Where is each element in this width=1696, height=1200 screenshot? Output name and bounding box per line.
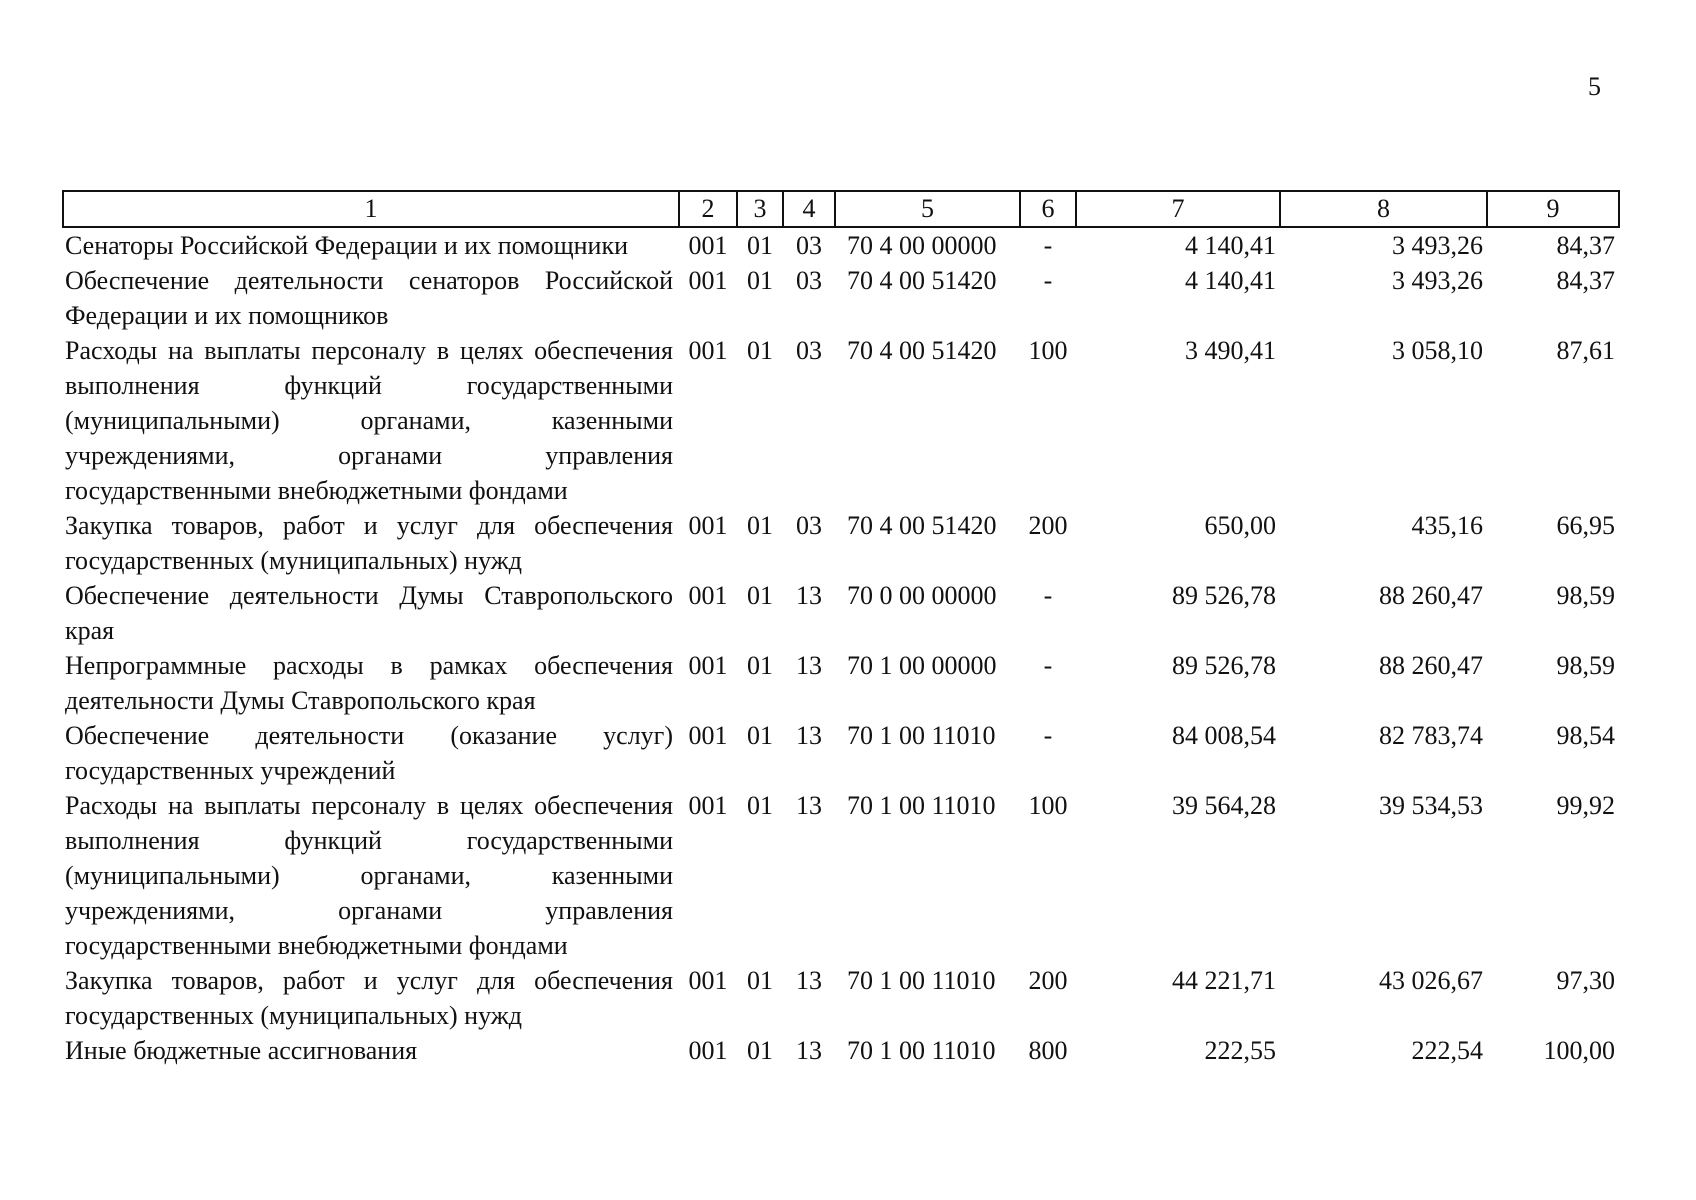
execution-percent-cell: 98,59 [1556,581,1615,610]
expense-type-cell: - [1043,581,1053,610]
row-name-cell: Обеспечение деятельности (оказание услуг) государственных учреждений [65,721,673,785]
actual-amount-cell: 3 058,10 [1392,336,1483,365]
subsection-code-cell: 13 [796,721,822,750]
section-code-cell: 01 [747,231,773,260]
actual-amount-cell: 435,16 [1411,511,1483,540]
section-code-cell: 01 [747,336,773,365]
execution-percent-cell: 84,37 [1556,266,1615,295]
actual-amount-cell: 39 534,53 [1379,791,1483,820]
planned-amount-cell: 84 008,54 [1172,721,1276,750]
header-cell: 8 [1280,191,1487,227]
table-row [63,578,1619,648]
execution-percent-cell: 99,92 [1556,791,1615,820]
header-cell: 7 [1076,191,1280,227]
table-row [63,1033,1619,1068]
table-row [63,648,1619,718]
actual-amount-cell: 222,54 [1411,1036,1483,1065]
subsection-code-cell: 03 [796,266,822,295]
planned-amount-cell: 4 140,41 [1185,266,1276,295]
expense-type-cell: 200 [1028,966,1068,995]
actual-amount-cell: 82 783,74 [1379,721,1483,750]
table-row [63,227,1619,263]
header-cell: 6 [1020,191,1076,227]
subsection-code-cell: 13 [796,1036,822,1065]
row-name-cell: Иные бюджетные ассигнования [65,1036,418,1065]
planned-amount-cell: 3 490,41 [1185,336,1276,365]
section-code-cell: 01 [747,966,773,995]
target-article-cell: 70 1 00 11010 [847,721,996,750]
target-article-cell: 70 4 00 00000 [847,231,997,260]
admin-code-cell: 001 [688,1036,728,1065]
section-code-cell: 01 [747,791,773,820]
target-article-cell: 70 4 00 51420 [847,266,997,295]
table-body [63,227,1619,1068]
table-row [63,508,1619,578]
subsection-code-cell: 13 [796,791,822,820]
header-cell: 5 [835,191,1020,227]
budget-table [62,190,1620,1068]
admin-code-cell: 001 [688,231,728,260]
table-row [63,718,1619,788]
header-cell: 3 [737,191,783,227]
admin-code-cell: 001 [688,791,728,820]
admin-code-cell: 001 [688,336,728,365]
header-row [63,191,1619,227]
subsection-code-cell: 03 [796,511,822,540]
header-cell: 1 [63,191,679,227]
planned-amount-cell: 89 526,78 [1172,651,1276,680]
target-article-cell: 70 4 00 51420 [847,336,997,365]
actual-amount-cell: 3 493,26 [1392,231,1483,260]
execution-percent-cell: 66,95 [1556,511,1615,540]
admin-code-cell: 001 [688,266,728,295]
expense-type-cell: - [1043,231,1053,260]
row-name-cell: Непрограммные расходы в рамках обеспечения деятельности Думы Ставропольского края [65,651,673,715]
expense-type-cell: - [1043,651,1053,680]
page-number: 5 [1588,72,1601,101]
planned-amount-cell: 39 564,28 [1172,791,1276,820]
subsection-code-cell: 13 [796,581,822,610]
target-article-cell: 70 1 00 00000 [847,651,997,680]
target-article-cell: 70 1 00 11010 [847,966,996,995]
planned-amount-cell: 4 140,41 [1185,231,1276,260]
admin-code-cell: 001 [688,581,728,610]
header-cell: 9 [1487,191,1619,227]
planned-amount-cell: 89 526,78 [1172,581,1276,610]
table-row [63,333,1619,508]
execution-percent-cell: 84,37 [1556,231,1615,260]
planned-amount-cell: 650,00 [1204,511,1276,540]
planned-amount-cell: 222,55 [1204,1036,1276,1065]
target-article-cell: 70 1 00 11010 [847,791,996,820]
row-name-cell: Закупка товаров, работ и услуг для обеспечения государственных (муниципальных) нужд [65,966,673,1030]
expense-type-cell: 200 [1028,511,1068,540]
expense-type-cell: 100 [1028,791,1068,820]
table-row [63,963,1619,1033]
admin-code-cell: 001 [688,651,728,680]
expense-type-cell: - [1043,266,1053,295]
subsection-code-cell: 03 [796,336,822,365]
section-code-cell: 01 [747,511,773,540]
execution-percent-cell: 100,00 [1543,1036,1615,1065]
admin-code-cell: 001 [688,721,728,750]
row-name-cell: Расходы на выплаты персоналу в целях обеспечения выполнения функций государственными (муниципальными) органами, казенными учреждениями, органами управления государственными внебюджетными фондами [65,336,673,505]
section-code-cell: 01 [747,581,773,610]
execution-percent-cell: 87,61 [1556,336,1615,365]
expense-type-cell: 800 [1028,1036,1068,1065]
expense-type-cell: - [1043,721,1053,750]
actual-amount-cell: 3 493,26 [1392,266,1483,295]
section-code-cell: 01 [747,651,773,680]
target-article-cell: 70 1 00 11010 [847,1036,996,1065]
actual-amount-cell: 43 026,67 [1379,966,1483,995]
subsection-code-cell: 03 [796,231,822,260]
target-article-cell: 70 4 00 51420 [847,511,997,540]
execution-percent-cell: 98,59 [1556,651,1615,680]
actual-amount-cell: 88 260,47 [1379,581,1483,610]
row-name-cell: Расходы на выплаты персоналу в целях обеспечения выполнения функций государственными (муниципальными) органами, казенными учреждениями, органами управления государственными внебюджетными фондами [65,791,673,960]
header-cell: 4 [783,191,835,227]
planned-amount-cell: 44 221,71 [1172,966,1276,995]
execution-percent-cell: 98,54 [1556,721,1615,750]
section-code-cell: 01 [747,1036,773,1065]
row-name-cell: Обеспечение деятельности сенаторов Российской Федерации и их помощников [65,266,673,330]
row-name-cell: Сенаторы Российской Федерации и их помощники [65,231,628,260]
admin-code-cell: 001 [688,511,728,540]
section-code-cell: 01 [747,266,773,295]
execution-percent-cell: 97,30 [1556,966,1615,995]
budget-table-container [62,190,1620,1068]
table-row [63,263,1619,333]
admin-code-cell: 001 [688,966,728,995]
table-row [63,788,1619,963]
target-article-cell: 70 0 00 00000 [847,581,997,610]
row-name-cell: Закупка товаров, работ и услуг для обеспечения государственных (муниципальных) нужд [65,511,673,575]
subsection-code-cell: 13 [796,651,822,680]
section-code-cell: 01 [747,721,773,750]
table-header [63,191,1619,227]
subsection-code-cell: 13 [796,966,822,995]
header-cell: 2 [679,191,737,227]
row-name-cell: Обеспечение деятельности Думы Ставропольского края [65,581,673,645]
expense-type-cell: 100 [1028,336,1068,365]
actual-amount-cell: 88 260,47 [1379,651,1483,680]
